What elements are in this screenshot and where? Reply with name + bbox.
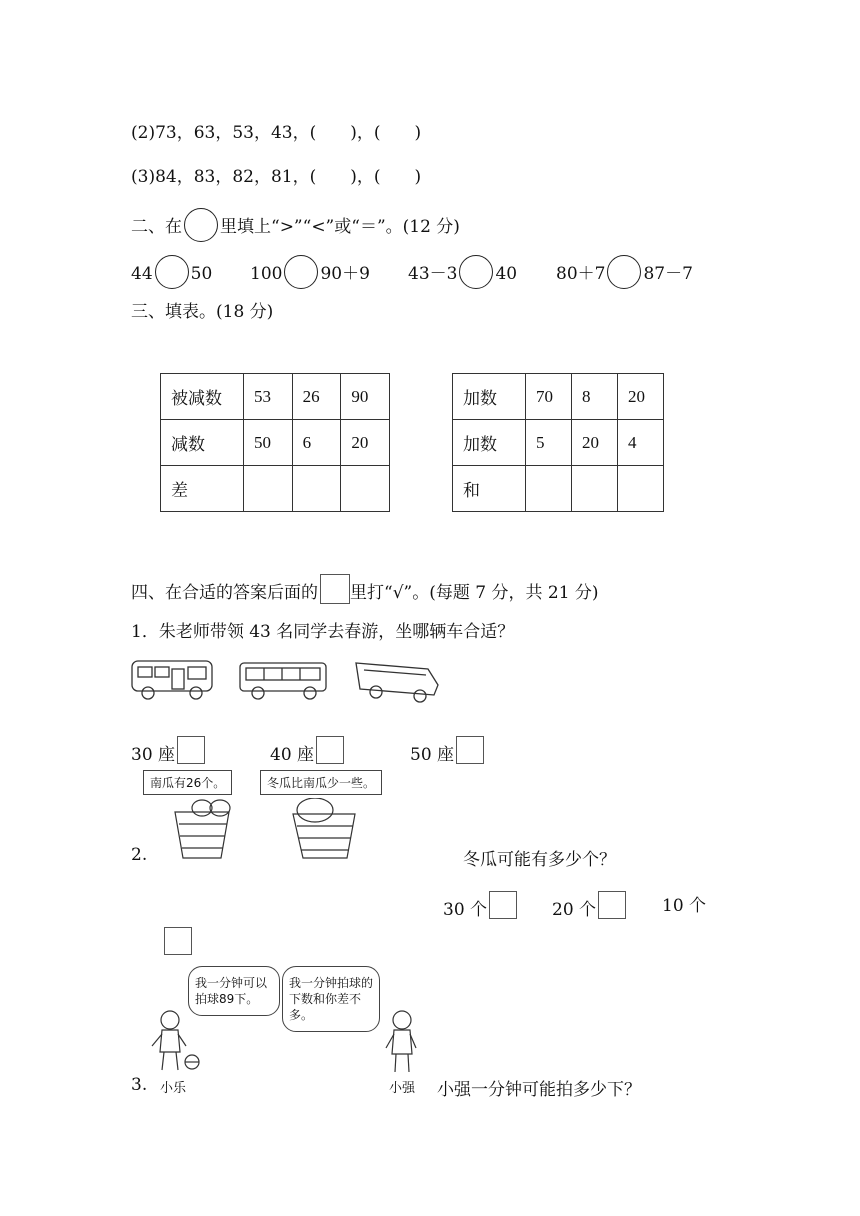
section-2-suffix: 里填上“>”“<”或“＝”。(12 分) xyxy=(220,217,460,237)
coach-icon xyxy=(356,663,438,702)
compare-left: 43－3 xyxy=(408,264,458,284)
section-3-heading: 三、填表。(18 分) xyxy=(131,302,274,322)
name-xiaoqiang: 小强 xyxy=(389,1081,416,1096)
xiaoqiang-speech-bubble: 我一分钟拍球的下数和你差不多。 xyxy=(282,966,380,1032)
table-cell: 6 xyxy=(292,420,341,466)
option-label: 20 个 xyxy=(552,900,597,920)
compare-item-1 xyxy=(131,255,212,289)
q1-option-50 xyxy=(410,736,484,765)
answer-cell[interactable] xyxy=(244,466,293,512)
compare-circle[interactable] xyxy=(155,255,189,289)
answer-cell[interactable] xyxy=(341,466,390,512)
q3-number: 3. xyxy=(131,1075,148,1095)
answer-cell[interactable] xyxy=(572,466,618,512)
table-cell: 90 xyxy=(341,374,390,420)
table-cell: 20 xyxy=(341,420,390,466)
table-cell: 减数 xyxy=(161,420,244,466)
table-cell: 50 xyxy=(244,420,293,466)
section-4-prefix: 四、在合适的答案后面的 xyxy=(131,583,318,603)
sequence-question-3: (3)84，83，82，81，( )，( ) xyxy=(131,167,422,187)
table-cell: 8 xyxy=(572,374,618,420)
basket-illustrations xyxy=(165,798,365,862)
answer-cell[interactable] xyxy=(292,466,341,512)
section-2-prefix: 二、在 xyxy=(131,217,182,237)
name-xiaole: 小乐 xyxy=(160,1081,187,1096)
compare-right: 90＋9 xyxy=(320,264,370,284)
section-4-heading xyxy=(131,574,599,604)
table-cell: 70 xyxy=(526,374,572,420)
bus-icon xyxy=(240,663,326,699)
q2-option-10-box-wrap xyxy=(162,927,192,956)
q2-option-30 xyxy=(443,891,517,920)
table-row xyxy=(453,466,664,512)
answer-box xyxy=(320,574,350,604)
compare-circle[interactable] xyxy=(459,255,493,289)
xiaole-speech-bubble: 我一分钟可以拍球89下。 xyxy=(188,966,280,1016)
compare-item-4 xyxy=(556,255,693,289)
table-row xyxy=(161,420,390,466)
compare-right: 50 xyxy=(190,264,213,284)
table-cell: 加数 xyxy=(453,420,526,466)
q2-option-20 xyxy=(552,891,626,920)
table-cell: 加数 xyxy=(453,374,526,420)
wintermelon-speech-bubble: 冬瓜比南瓜少一些。 xyxy=(260,770,382,795)
answer-box[interactable] xyxy=(164,927,192,955)
answer-cell[interactable] xyxy=(526,466,572,512)
table-row xyxy=(161,466,390,512)
answer-box[interactable] xyxy=(598,891,626,919)
answer-box[interactable] xyxy=(456,736,484,764)
table-cell: 4 xyxy=(618,420,664,466)
vehicle-illustrations xyxy=(128,655,448,710)
table-cell: 20 xyxy=(572,420,618,466)
boy-xiaoqiang-icon xyxy=(386,1011,416,1072)
compare-circle[interactable] xyxy=(607,255,641,289)
compare-circle[interactable] xyxy=(284,255,318,289)
compare-item-2 xyxy=(250,255,370,289)
ball-icon xyxy=(185,1055,199,1069)
pumpkin-basket-icon xyxy=(175,800,230,858)
subtraction-table xyxy=(160,373,390,512)
option-label: 30 座 xyxy=(131,745,176,765)
option-label: 50 座 xyxy=(410,745,455,765)
table-cell: 53 xyxy=(244,374,293,420)
minibus-icon xyxy=(132,661,212,699)
wintermelon-basket-icon xyxy=(293,798,355,858)
q1-option-40 xyxy=(270,736,344,765)
section-2-heading xyxy=(131,208,460,242)
table-cell: 20 xyxy=(618,374,664,420)
addition-table xyxy=(452,373,664,512)
compare-left: 80＋7 xyxy=(556,264,606,284)
option-label: 30 个 xyxy=(443,900,488,920)
table-row xyxy=(161,374,390,420)
q1-option-30 xyxy=(131,736,205,765)
q3-text: 小强一分钟可能拍多少下？ xyxy=(437,1080,641,1100)
table-cell: 5 xyxy=(526,420,572,466)
q2-text: 冬瓜可能有多少个？ xyxy=(463,850,616,870)
pumpkin-speech-bubble: 南瓜有26个。 xyxy=(143,770,232,795)
q1-text: 1．朱老师带领 43 名同学去春游，坐哪辆车合适？ xyxy=(131,622,515,642)
table-row xyxy=(453,420,664,466)
answer-box[interactable] xyxy=(177,736,205,764)
q2-number: 2. xyxy=(131,845,148,865)
compare-right: 40 xyxy=(495,264,518,284)
compare-item-3 xyxy=(408,255,517,289)
q2-option-10: 10 个 xyxy=(662,896,707,916)
sequence-question-2: (2)73，63，53，43，( )，( ) xyxy=(131,123,422,143)
boy-xiaole-icon xyxy=(152,1011,186,1070)
compare-left: 100 xyxy=(250,264,283,284)
table-cell: 差 xyxy=(161,466,244,512)
children-illustration xyxy=(150,1008,420,1074)
answer-circle xyxy=(184,208,218,242)
table-cell: 26 xyxy=(292,374,341,420)
table-row xyxy=(453,374,664,420)
option-label: 40 座 xyxy=(270,745,315,765)
table-cell: 和 xyxy=(453,466,526,512)
answer-box[interactable] xyxy=(316,736,344,764)
compare-right: 87－7 xyxy=(643,264,693,284)
section-4-suffix: 里打“√”。(每题 7 分，共 21 分) xyxy=(350,583,599,603)
answer-box[interactable] xyxy=(489,891,517,919)
compare-left: 44 xyxy=(131,264,153,284)
table-cell: 被减数 xyxy=(161,374,244,420)
answer-cell[interactable] xyxy=(618,466,664,512)
